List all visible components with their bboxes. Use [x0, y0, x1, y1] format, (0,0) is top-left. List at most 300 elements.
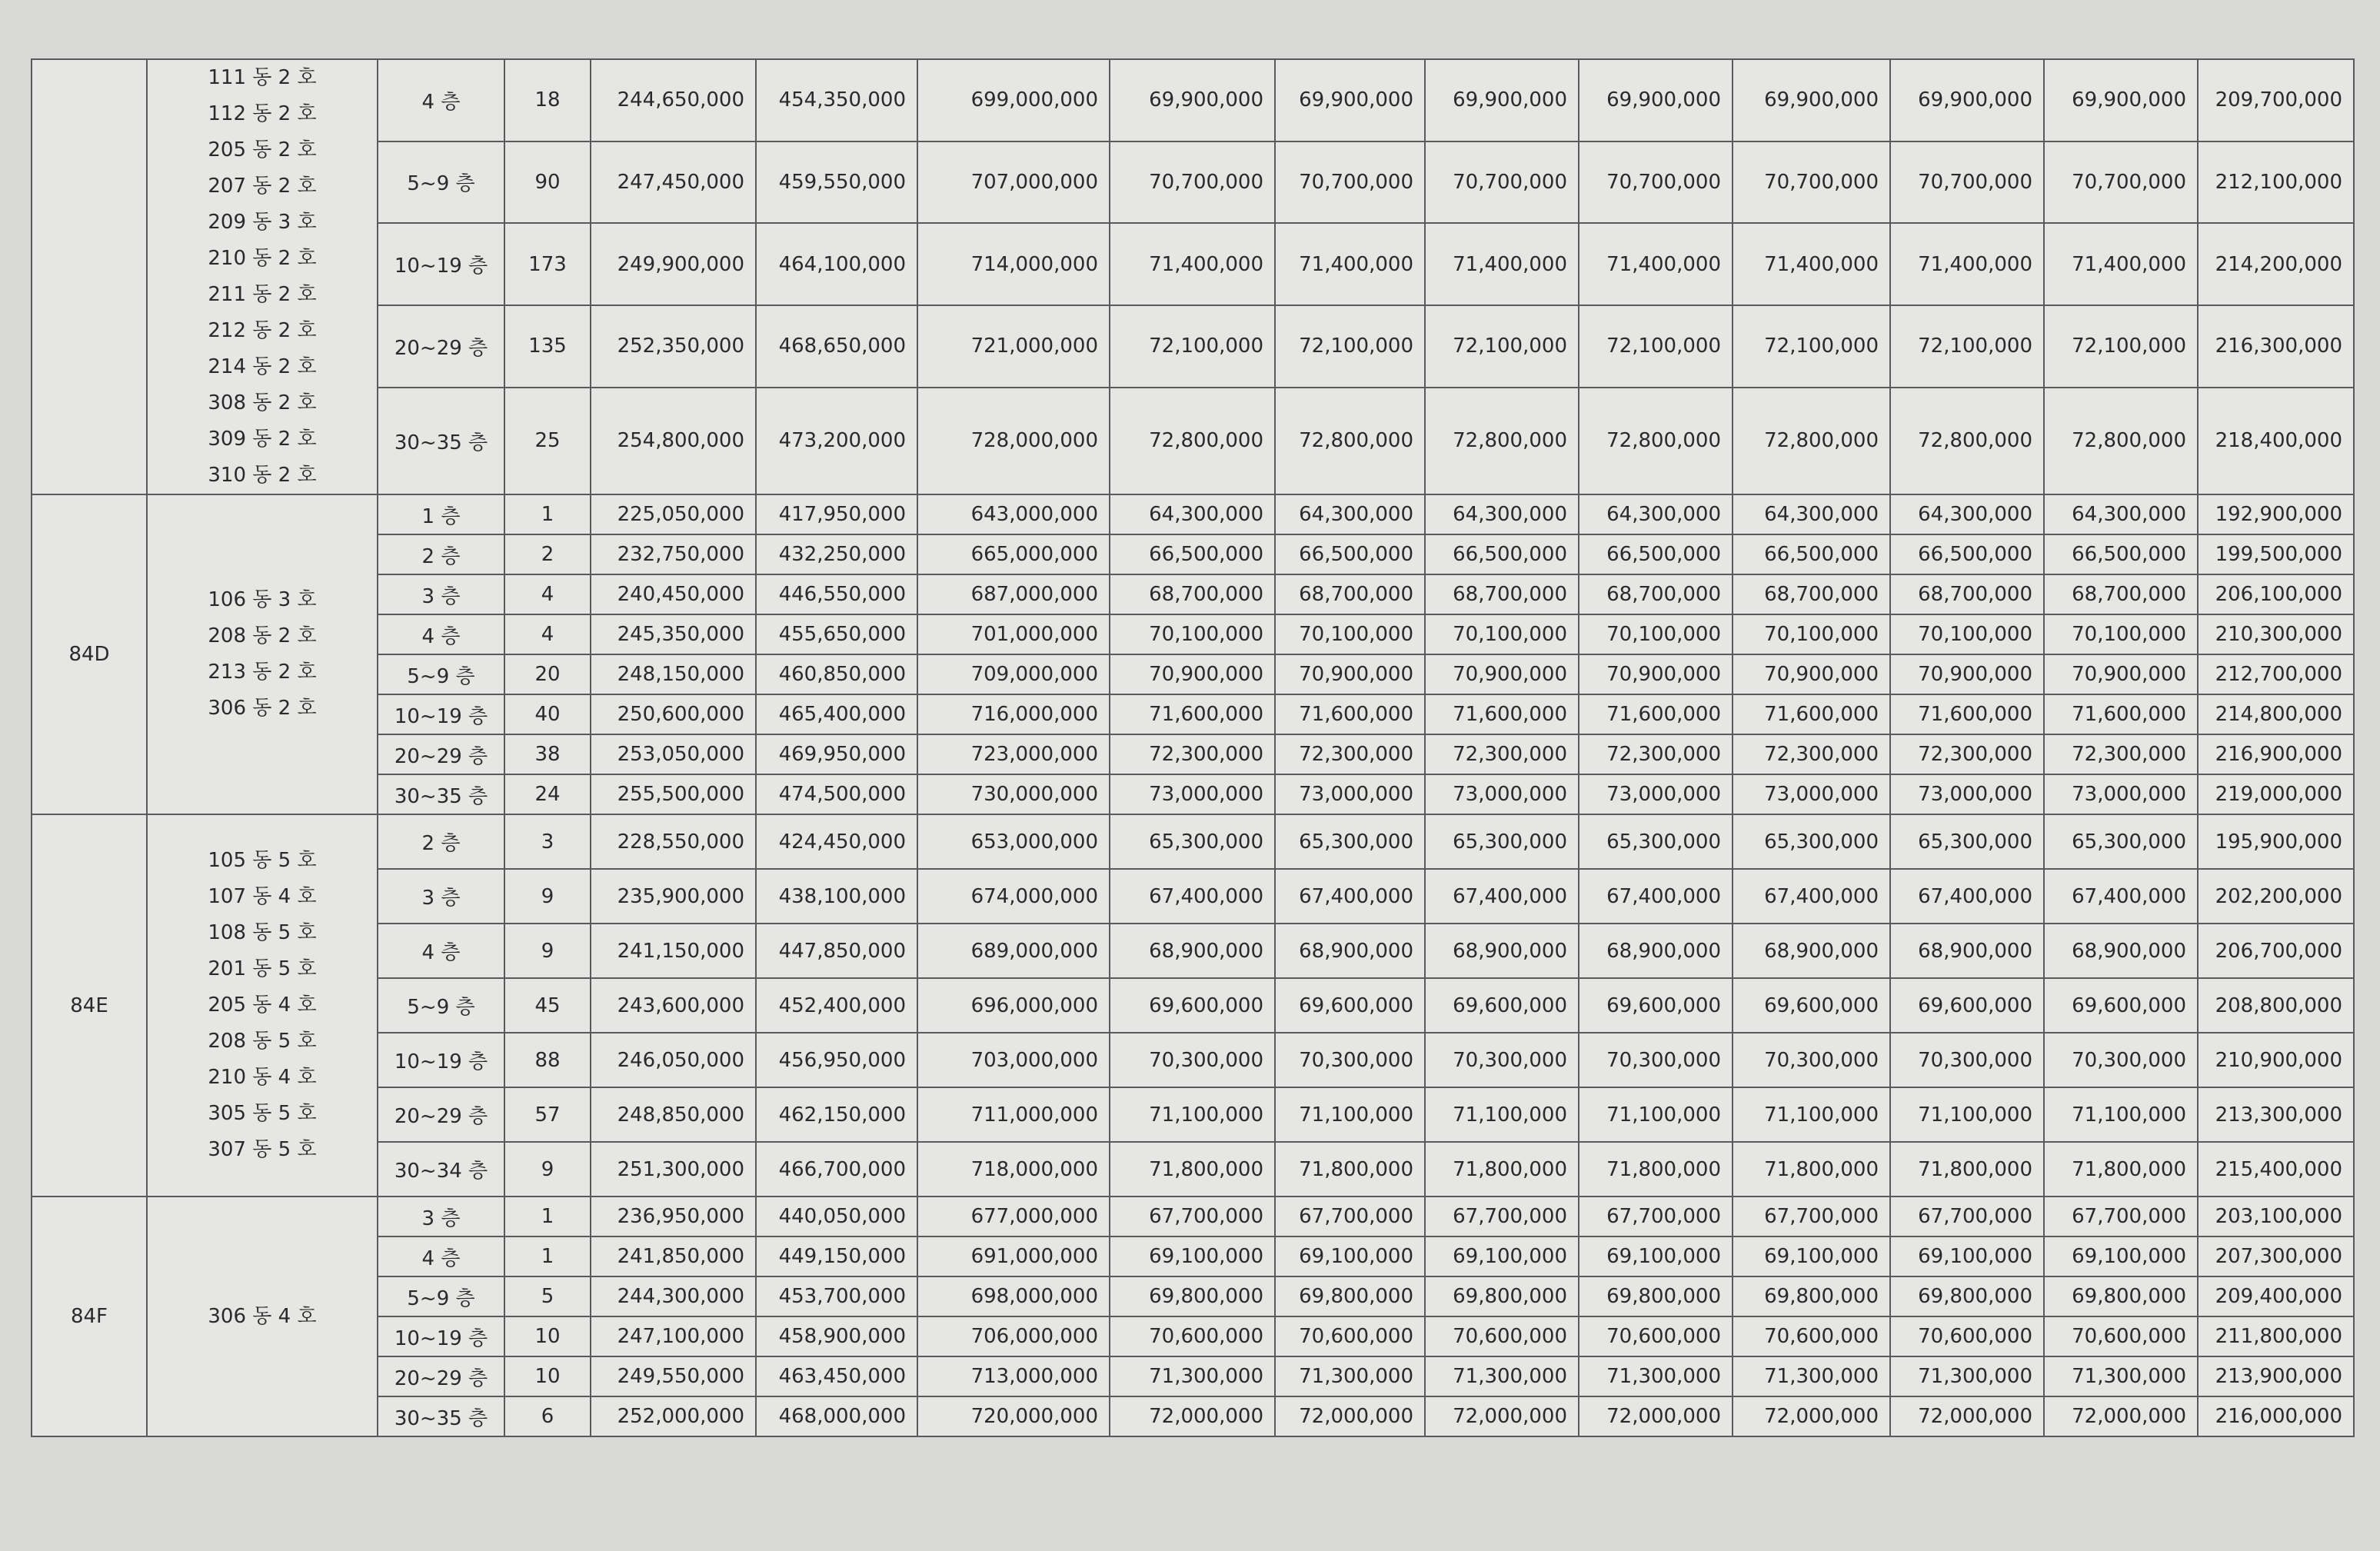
- price-cell: 65,300,000: [1110, 814, 1275, 869]
- price-cell: 709,000,000: [917, 654, 1110, 694]
- price-cell: 70,300,000: [1733, 1033, 1890, 1087]
- price-cell: 71,400,000: [1275, 223, 1425, 305]
- price-cell: 69,900,000: [1110, 59, 1275, 141]
- price-cell: 72,300,000: [1890, 734, 2044, 774]
- floor-cell: 10~19 층: [378, 1316, 504, 1356]
- unit-label: 205 동 2 호: [208, 138, 317, 161]
- floor-cell: 2 층: [378, 814, 504, 869]
- price-cell: 67,400,000: [1110, 869, 1275, 924]
- price-cell: 72,100,000: [1890, 305, 2044, 388]
- table-row: [32, 1142, 2354, 1197]
- price-cell: 70,900,000: [1890, 654, 2044, 694]
- price-cell: 71,600,000: [1275, 694, 1425, 734]
- table-row: [32, 978, 2354, 1033]
- price-cell: 72,300,000: [1579, 734, 1733, 774]
- price-cell: 73,000,000: [1425, 774, 1579, 814]
- price-cell: 653,000,000: [917, 814, 1110, 869]
- price-cell: 72,800,000: [1890, 388, 2044, 495]
- unit-label: 207 동 2 호: [208, 175, 317, 198]
- price-cell: 70,100,000: [1425, 614, 1579, 654]
- household-count-cell: 1: [504, 494, 591, 534]
- price-cell: 464,100,000: [756, 223, 917, 305]
- unit-type-cell: [32, 59, 147, 494]
- price-cell: 208,800,000: [2198, 978, 2354, 1033]
- table-row: [32, 1033, 2354, 1087]
- price-cell: 72,100,000: [1579, 305, 1733, 388]
- price-cell: 65,300,000: [2044, 814, 2198, 869]
- price-cell: 466,700,000: [756, 1142, 917, 1197]
- price-cell: 69,100,000: [1890, 1236, 2044, 1276]
- household-count-cell: 10: [504, 1316, 591, 1356]
- floor-cell: 3 층: [378, 1197, 504, 1236]
- price-cell: 417,950,000: [756, 494, 917, 534]
- table-row: [32, 494, 2354, 534]
- price-cell: 70,900,000: [1110, 654, 1275, 694]
- unit-label: 210 동 4 호: [208, 1066, 317, 1089]
- price-cell: 72,300,000: [2044, 734, 2198, 774]
- table-row: [32, 1356, 2354, 1396]
- price-cell: 69,800,000: [1275, 1276, 1425, 1316]
- price-cell: 70,700,000: [1425, 141, 1579, 224]
- price-cell: 424,450,000: [756, 814, 917, 869]
- price-cell: 64,300,000: [1579, 494, 1733, 534]
- household-count-cell: 9: [504, 924, 591, 978]
- price-cell: 73,000,000: [1890, 774, 2044, 814]
- price-cell: 216,300,000: [2198, 305, 2354, 388]
- price-cell: 71,600,000: [1110, 694, 1275, 734]
- household-count-cell: 1: [504, 1197, 591, 1236]
- price-cell: 218,400,000: [2198, 388, 2354, 495]
- price-cell: 71,100,000: [1579, 1087, 1733, 1142]
- price-cell: 245,350,000: [591, 614, 756, 654]
- table-row: [32, 734, 2354, 774]
- price-cell: 68,900,000: [1275, 924, 1425, 978]
- household-count-cell: 3: [504, 814, 591, 869]
- household-count-cell: 135: [504, 305, 591, 388]
- price-cell: 71,300,000: [2044, 1356, 2198, 1396]
- price-cell: 72,800,000: [1579, 388, 1733, 495]
- unit-label: 214 동 2 호: [208, 355, 317, 378]
- price-cell: 72,300,000: [1733, 734, 1890, 774]
- unit-label: 310 동 2 호: [208, 464, 317, 487]
- price-cell: 71,400,000: [1579, 223, 1733, 305]
- price-cell: 72,000,000: [1733, 1396, 1890, 1436]
- price-cell: 473,200,000: [756, 388, 917, 495]
- price-cell: 71,300,000: [1579, 1356, 1733, 1396]
- price-cell: 70,900,000: [1733, 654, 1890, 694]
- price-cell: 251,300,000: [591, 1142, 756, 1197]
- price-cell: 71,800,000: [1890, 1142, 2044, 1197]
- floor-cell: 30~35 층: [378, 388, 504, 495]
- price-cell: 72,000,000: [1425, 1396, 1579, 1436]
- price-cell: 70,700,000: [1890, 141, 2044, 224]
- price-cell: 246,050,000: [591, 1033, 756, 1087]
- price-cell: 455,650,000: [756, 614, 917, 654]
- price-cell: 432,250,000: [756, 534, 917, 574]
- price-cell: 211,800,000: [2198, 1316, 2354, 1356]
- price-cell: 67,400,000: [1275, 869, 1425, 924]
- floor-cell: 5~9 층: [378, 654, 504, 694]
- price-cell: 72,100,000: [1733, 305, 1890, 388]
- price-cell: 235,900,000: [591, 869, 756, 924]
- price-cell: 70,600,000: [1110, 1316, 1275, 1356]
- price-cell: 71,100,000: [2044, 1087, 2198, 1142]
- price-cell: 69,100,000: [2044, 1236, 2198, 1276]
- price-cell: 247,100,000: [591, 1316, 756, 1356]
- price-cell: 64,300,000: [1733, 494, 1890, 534]
- price-cell: 452,400,000: [756, 978, 917, 1033]
- price-table-body: [32, 59, 2354, 1436]
- price-cell: 70,300,000: [1275, 1033, 1425, 1087]
- price-cell: 71,100,000: [1275, 1087, 1425, 1142]
- price-cell: 71,300,000: [1733, 1356, 1890, 1396]
- price-cell: 72,000,000: [2044, 1396, 2198, 1436]
- price-cell: 249,550,000: [591, 1356, 756, 1396]
- price-cell: 254,800,000: [591, 388, 756, 495]
- unit-label: 201 동 5 호: [208, 957, 317, 980]
- price-cell: 453,700,000: [756, 1276, 917, 1316]
- price-cell: 244,300,000: [591, 1276, 756, 1316]
- price-cell: 474,500,000: [756, 774, 917, 814]
- price-cell: 716,000,000: [917, 694, 1110, 734]
- price-cell: 65,300,000: [1425, 814, 1579, 869]
- unit-label: 210 동 2 호: [208, 247, 317, 270]
- price-cell: 69,100,000: [1110, 1236, 1275, 1276]
- table-row: [32, 305, 2354, 388]
- table-row: [32, 534, 2354, 574]
- price-cell: 199,500,000: [2198, 534, 2354, 574]
- price-cell: 241,150,000: [591, 924, 756, 978]
- unit-list-cell: [147, 59, 378, 494]
- price-cell: 677,000,000: [917, 1197, 1110, 1236]
- household-count-cell: 90: [504, 141, 591, 224]
- price-cell: 66,500,000: [1733, 534, 1890, 574]
- price-cell: 68,900,000: [1733, 924, 1890, 978]
- price-cell: 255,500,000: [591, 774, 756, 814]
- unit-label: 213 동 2 호: [208, 661, 317, 684]
- household-count-cell: 88: [504, 1033, 591, 1087]
- floor-cell: 4 층: [378, 59, 504, 141]
- unit-label: 306 동 4 호: [208, 1304, 317, 1328]
- price-cell: 70,100,000: [1733, 614, 1890, 654]
- unit-list-cell: [147, 494, 378, 814]
- price-cell: 240,450,000: [591, 574, 756, 614]
- price-cell: 72,100,000: [2044, 305, 2198, 388]
- household-count-cell: 10: [504, 1356, 591, 1396]
- floor-cell: 20~29 층: [378, 305, 504, 388]
- unit-label: 308 동 2 호: [208, 391, 317, 414]
- price-cell: 69,600,000: [1110, 978, 1275, 1033]
- unit-label: 108 동 5 호: [208, 921, 317, 944]
- floor-cell: 20~29 층: [378, 1087, 504, 1142]
- price-cell: 71,400,000: [1733, 223, 1890, 305]
- price-cell: 66,500,000: [2044, 534, 2198, 574]
- price-cell: 207,300,000: [2198, 1236, 2354, 1276]
- price-cell: 711,000,000: [917, 1087, 1110, 1142]
- price-cell: 66,500,000: [1275, 534, 1425, 574]
- unit-label: 106 동 3 호: [208, 588, 317, 611]
- price-cell: 203,100,000: [2198, 1197, 2354, 1236]
- price-cell: 72,000,000: [1579, 1396, 1733, 1436]
- price-cell: 69,600,000: [1890, 978, 2044, 1033]
- price-cell: 69,100,000: [1425, 1236, 1579, 1276]
- unit-label: 306 동 2 호: [208, 697, 317, 720]
- price-cell: 71,600,000: [1579, 694, 1733, 734]
- price-cell: 65,300,000: [1890, 814, 2044, 869]
- floor-cell: 30~35 층: [378, 1396, 504, 1436]
- price-cell: 247,450,000: [591, 141, 756, 224]
- price-cell: 456,950,000: [756, 1033, 917, 1087]
- unit-label: 211 동 2 호: [208, 283, 317, 306]
- price-cell: 665,000,000: [917, 534, 1110, 574]
- price-cell: 213,900,000: [2198, 1356, 2354, 1396]
- price-cell: 69,900,000: [1275, 59, 1425, 141]
- price-cell: 68,900,000: [1579, 924, 1733, 978]
- price-cell: 69,600,000: [1733, 978, 1890, 1033]
- price-cell: 71,600,000: [2044, 694, 2198, 734]
- price-cell: 73,000,000: [1579, 774, 1733, 814]
- price-cell: 67,400,000: [1579, 869, 1733, 924]
- price-cell: 643,000,000: [917, 494, 1110, 534]
- price-cell: 68,700,000: [1275, 574, 1425, 614]
- price-cell: 69,800,000: [2044, 1276, 2198, 1316]
- price-cell: 70,100,000: [1579, 614, 1733, 654]
- household-count-cell: 4: [504, 574, 591, 614]
- price-cell: 72,000,000: [1275, 1396, 1425, 1436]
- price-cell: 67,700,000: [1110, 1197, 1275, 1236]
- price-cell: 64,300,000: [1425, 494, 1579, 534]
- price-cell: 459,550,000: [756, 141, 917, 224]
- price-cell: 69,900,000: [1579, 59, 1733, 141]
- price-cell: 699,000,000: [917, 59, 1110, 141]
- price-cell: 71,400,000: [2044, 223, 2198, 305]
- table-row: [32, 1276, 2354, 1316]
- price-cell: 72,000,000: [1890, 1396, 2044, 1436]
- price-cell: 212,700,000: [2198, 654, 2354, 694]
- price-cell: 71,400,000: [1110, 223, 1275, 305]
- household-count-cell: 24: [504, 774, 591, 814]
- table-row: [32, 1087, 2354, 1142]
- price-cell: 701,000,000: [917, 614, 1110, 654]
- price-cell: 69,800,000: [1579, 1276, 1733, 1316]
- unit-label: 212 동 2 호: [208, 319, 317, 342]
- price-sheet: [31, 58, 2353, 1437]
- floor-cell: 5~9 층: [378, 1276, 504, 1316]
- price-cell: 70,300,000: [1579, 1033, 1733, 1087]
- price-cell: 250,600,000: [591, 694, 756, 734]
- household-count-cell: 25: [504, 388, 591, 495]
- price-cell: 730,000,000: [917, 774, 1110, 814]
- unit-label: 307 동 5 호: [208, 1138, 317, 1161]
- price-cell: 67,700,000: [1733, 1197, 1890, 1236]
- price-cell: 72,800,000: [1733, 388, 1890, 495]
- price-cell: 71,100,000: [1110, 1087, 1275, 1142]
- price-cell: 674,000,000: [917, 869, 1110, 924]
- price-cell: 460,850,000: [756, 654, 917, 694]
- price-cell: 70,600,000: [1579, 1316, 1733, 1356]
- price-cell: 70,900,000: [1275, 654, 1425, 694]
- price-cell: 72,000,000: [1110, 1396, 1275, 1436]
- price-cell: 68,700,000: [1579, 574, 1733, 614]
- table-row: [32, 1396, 2354, 1436]
- price-cell: 707,000,000: [917, 141, 1110, 224]
- price-cell: 67,700,000: [1890, 1197, 2044, 1236]
- price-cell: 66,500,000: [1890, 534, 2044, 574]
- price-cell: 69,600,000: [2044, 978, 2198, 1033]
- price-cell: 70,300,000: [1890, 1033, 2044, 1087]
- floor-cell: 4 층: [378, 924, 504, 978]
- floor-cell: 2 층: [378, 534, 504, 574]
- price-cell: 454,350,000: [756, 59, 917, 141]
- price-cell: 71,600,000: [1890, 694, 2044, 734]
- price-cell: 465,400,000: [756, 694, 917, 734]
- price-cell: 72,800,000: [1425, 388, 1579, 495]
- price-cell: 70,100,000: [1275, 614, 1425, 654]
- price-cell: 252,000,000: [591, 1396, 756, 1436]
- price-cell: 69,600,000: [1275, 978, 1425, 1033]
- price-cell: 71,800,000: [1425, 1142, 1579, 1197]
- price-cell: 71,800,000: [2044, 1142, 2198, 1197]
- unit-label: 208 동 5 호: [208, 1030, 317, 1053]
- price-cell: 202,200,000: [2198, 869, 2354, 924]
- price-cell: 72,800,000: [1275, 388, 1425, 495]
- table-row: [32, 574, 2354, 614]
- unit-label: 209 동 3 호: [208, 211, 317, 234]
- price-cell: 71,300,000: [1425, 1356, 1579, 1396]
- price-cell: 73,000,000: [2044, 774, 2198, 814]
- table-row: [32, 1316, 2354, 1356]
- price-cell: 65,300,000: [1733, 814, 1890, 869]
- unit-type-cell: 84F: [32, 1197, 147, 1436]
- price-cell: 73,000,000: [1275, 774, 1425, 814]
- price-cell: 73,000,000: [1110, 774, 1275, 814]
- household-count-cell: 2: [504, 534, 591, 574]
- price-cell: 72,100,000: [1425, 305, 1579, 388]
- price-cell: 68,700,000: [1733, 574, 1890, 614]
- unit-label: 105 동 5 호: [208, 849, 317, 872]
- price-cell: 70,700,000: [1275, 141, 1425, 224]
- price-cell: 70,300,000: [1425, 1033, 1579, 1087]
- price-cell: 71,600,000: [1425, 694, 1579, 734]
- price-cell: 728,000,000: [917, 388, 1110, 495]
- floor-cell: 4 층: [378, 1236, 504, 1276]
- price-cell: 69,900,000: [1890, 59, 2044, 141]
- price-cell: 703,000,000: [917, 1033, 1110, 1087]
- price-cell: 713,000,000: [917, 1356, 1110, 1396]
- price-cell: 68,700,000: [2044, 574, 2198, 614]
- table-row: [32, 814, 2354, 869]
- price-cell: 64,300,000: [2044, 494, 2198, 534]
- price-cell: 214,200,000: [2198, 223, 2354, 305]
- price-cell: 65,300,000: [1579, 814, 1733, 869]
- price-cell: 72,800,000: [2044, 388, 2198, 495]
- price-cell: 65,300,000: [1275, 814, 1425, 869]
- household-count-cell: 20: [504, 654, 591, 694]
- price-cell: 71,100,000: [1733, 1087, 1890, 1142]
- price-cell: 72,100,000: [1275, 305, 1425, 388]
- price-cell: 696,000,000: [917, 978, 1110, 1033]
- price-cell: 67,400,000: [2044, 869, 2198, 924]
- price-cell: 243,600,000: [591, 978, 756, 1033]
- price-cell: 70,100,000: [2044, 614, 2198, 654]
- price-cell: 687,000,000: [917, 574, 1110, 614]
- price-cell: 714,000,000: [917, 223, 1110, 305]
- price-cell: 252,350,000: [591, 305, 756, 388]
- price-cell: 71,600,000: [1733, 694, 1890, 734]
- price-cell: 72,800,000: [1110, 388, 1275, 495]
- household-count-cell: 4: [504, 614, 591, 654]
- price-cell: 192,900,000: [2198, 494, 2354, 534]
- unit-label: 107 동 4 호: [208, 885, 317, 908]
- price-cell: 66,500,000: [1579, 534, 1733, 574]
- price-cell: 69,900,000: [2044, 59, 2198, 141]
- price-cell: 219,000,000: [2198, 774, 2354, 814]
- price-cell: 67,700,000: [1579, 1197, 1733, 1236]
- unit-type-cell: 84D: [32, 494, 147, 814]
- household-count-cell: 6: [504, 1396, 591, 1436]
- price-cell: 689,000,000: [917, 924, 1110, 978]
- price-cell: 68,700,000: [1110, 574, 1275, 614]
- floor-cell: 5~9 층: [378, 141, 504, 224]
- price-cell: 244,650,000: [591, 59, 756, 141]
- price-cell: 248,850,000: [591, 1087, 756, 1142]
- price-cell: 706,000,000: [917, 1316, 1110, 1356]
- price-cell: 209,700,000: [2198, 59, 2354, 141]
- table-row: [32, 1236, 2354, 1276]
- price-cell: 216,000,000: [2198, 1396, 2354, 1436]
- price-cell: 69,100,000: [1579, 1236, 1733, 1276]
- price-cell: 67,700,000: [1425, 1197, 1579, 1236]
- table-row: [32, 141, 2354, 224]
- price-cell: 70,900,000: [1425, 654, 1579, 694]
- price-cell: 70,600,000: [1733, 1316, 1890, 1356]
- table-row: [32, 774, 2354, 814]
- price-cell: 71,400,000: [1425, 223, 1579, 305]
- price-cell: 241,850,000: [591, 1236, 756, 1276]
- unit-label: 208 동 2 호: [208, 624, 317, 647]
- unit-list-cell: [147, 1197, 378, 1436]
- floor-cell: 20~29 층: [378, 734, 504, 774]
- price-cell: 210,900,000: [2198, 1033, 2354, 1087]
- price-cell: 468,650,000: [756, 305, 917, 388]
- unit-label: 205 동 4 호: [208, 994, 317, 1017]
- price-cell: 71,100,000: [1890, 1087, 2044, 1142]
- price-cell: 72,300,000: [1425, 734, 1579, 774]
- unit-list-cell: [147, 814, 378, 1197]
- household-count-cell: 18: [504, 59, 591, 141]
- price-cell: 468,000,000: [756, 1396, 917, 1436]
- price-cell: 463,450,000: [756, 1356, 917, 1396]
- price-cell: 228,550,000: [591, 814, 756, 869]
- price-cell: 206,100,000: [2198, 574, 2354, 614]
- price-cell: 69,600,000: [1425, 978, 1579, 1033]
- household-count-cell: 57: [504, 1087, 591, 1142]
- price-cell: 67,400,000: [1425, 869, 1579, 924]
- price-cell: 71,800,000: [1579, 1142, 1733, 1197]
- floor-cell: 30~34 층: [378, 1142, 504, 1197]
- price-cell: 69,800,000: [1425, 1276, 1579, 1316]
- price-cell: 70,100,000: [1890, 614, 2044, 654]
- price-cell: 70,300,000: [1110, 1033, 1275, 1087]
- price-cell: 71,300,000: [1890, 1356, 2044, 1396]
- household-count-cell: 5: [504, 1276, 591, 1316]
- price-cell: 71,300,000: [1275, 1356, 1425, 1396]
- table-row: [32, 59, 2354, 141]
- floor-cell: 1 층: [378, 494, 504, 534]
- price-cell: 253,050,000: [591, 734, 756, 774]
- price-cell: 195,900,000: [2198, 814, 2354, 869]
- household-count-cell: 9: [504, 869, 591, 924]
